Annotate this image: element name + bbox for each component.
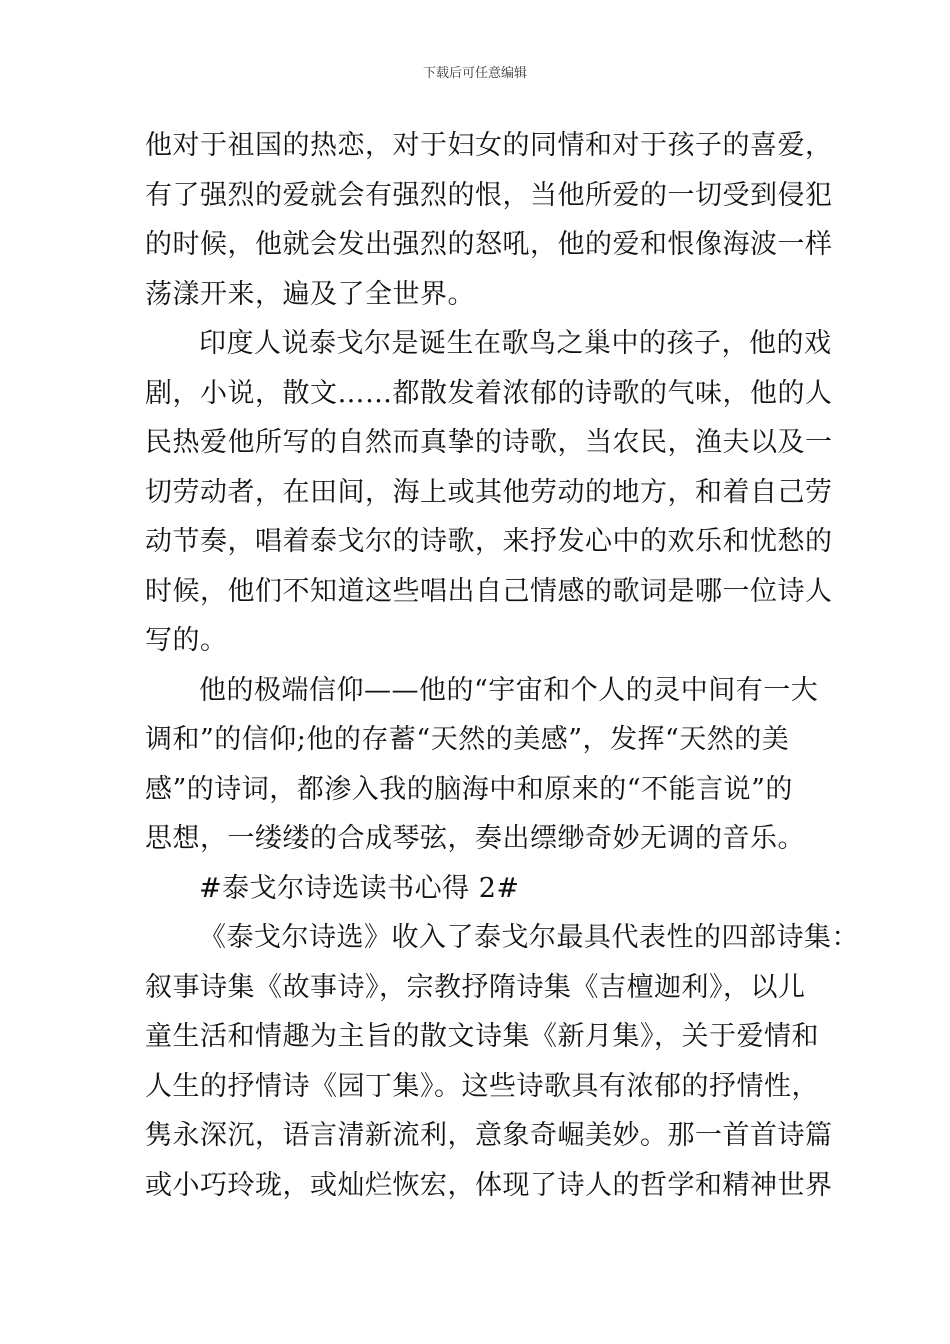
text-line: 人生的抒情诗《园丁集》。这些诗歌具有浓郁的抒情性，	[145, 1070, 819, 1102]
text-line: 感”的诗词，都渗入我的脑海中和原来的“不能言说”的	[145, 773, 793, 805]
section-heading: #泰戈尔诗选读书心得 2#	[199, 872, 520, 904]
text-line: 写的。	[145, 625, 228, 656]
text-line: 或小巧玲珑，或灿烂恢宏，体现了诗人的哲学和精神世界	[145, 1169, 833, 1201]
page-header: 下载后可任意编辑	[422, 66, 527, 81]
paragraph-start-line: 他的极端信仰——他的“宇宙和个人的灵中间有一大	[199, 674, 819, 706]
text-line: 剧，小说，散文……都散发着浓郁的诗歌的气味，他的人	[145, 377, 833, 409]
document-body	[145, 126, 859, 1215]
text-line: 隽永深沉，语言清新流利，意象奇崛美妙。那一首首诗篇	[145, 1120, 833, 1151]
paragraph-start-line: 《泰戈尔诗选》收入了泰戈尔最具代表性的四部诗集：	[199, 922, 859, 953]
text-line: 调和”的信仰;他的存蓄“天然的美感”，发挥“天然的美	[145, 724, 790, 755]
text-line: 时候，他们不知道这些唱出自己情感的歌词是哪一位诗人	[145, 575, 833, 607]
text-line: 童生活和情趣为主旨的散文诗集《新月集》，关于爱情和	[145, 1021, 819, 1052]
text-line: 切劳动者，在田间，海上或其他劳动的地方，和着自己劳	[145, 476, 833, 508]
paragraph-start-line: 印度人说泰戈尔是诞生在歌鸟之巢中的孩子，他的戏	[199, 328, 832, 359]
text-line: 他对于祖国的热恋，对于妇女的同情和对于孩子的喜爱，	[145, 130, 833, 161]
text-line: 有了强烈的爱就会有强烈的恨，当他所爱的一切受到侵犯	[145, 179, 833, 211]
text-line: 民热爱他所写的自然而真挚的诗歌，当农民，渔夫以及一	[145, 427, 833, 458]
text-line: 思想，一缕缕的合成琴弦，奏出缥缈奇妙无调的音乐。	[145, 823, 805, 854]
text-line: 动节奏，唱着泰戈尔的诗歌，来抒发心中的欢乐和忧愁的	[145, 526, 833, 557]
text-line: 的时候，他就会发出强烈的怒吼，他的爱和恨像海波一样	[145, 229, 833, 260]
text-line: 荡漾开来，遍及了全世界。	[145, 278, 475, 310]
text-line: 叙事诗集《故事诗》，宗教抒隋诗集《吉檀迦利》，以儿	[145, 971, 806, 1003]
